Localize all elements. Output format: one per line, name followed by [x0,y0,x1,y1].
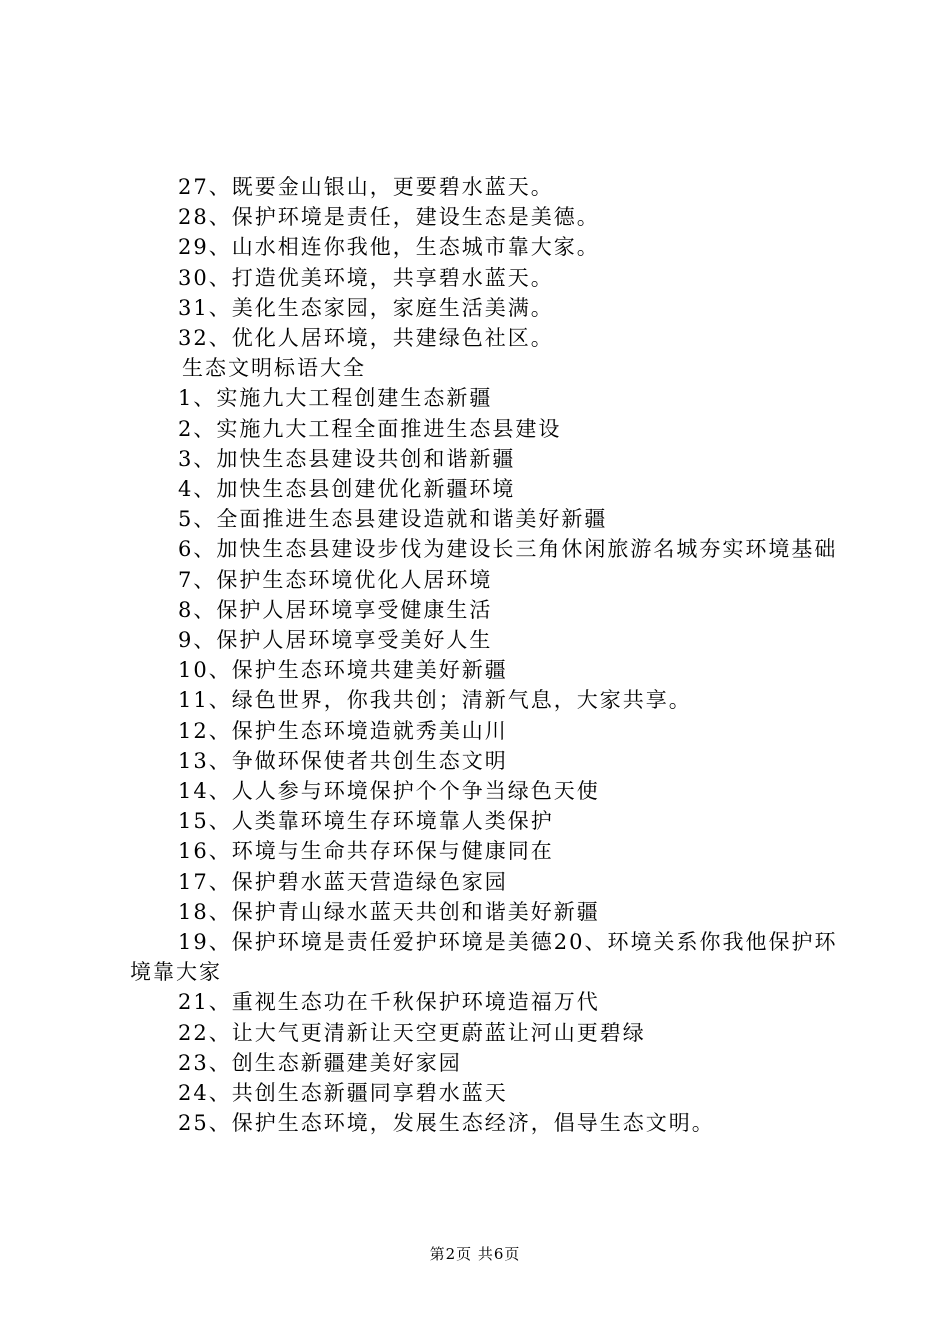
slogan-line: 3、加快生态县建设共创和谐新疆 [178,446,516,471]
slogan-line: 19、保护环境是责任爱护环境是美德20、环境关系你我他保护环境靠大家 [130,930,838,985]
slogan-line: 9、保护人居环境享受美好人生 [178,628,493,653]
slogan-line: 25、保护生态环境，发展生态经济，倡导生态文明。 [178,1111,715,1136]
slogan-line: 32、优化人居环境，共建绿色社区。 [178,326,554,351]
slogan-line: 17、保护碧水蓝天营造绿色家园 [178,869,508,894]
slogan-line: 18、保护青山绿水蓝天共创和谐美好新疆 [178,899,600,924]
slogan-line: 13、争做环保使者共创生态文明 [178,748,508,773]
slogan-line: 23、创生态新疆建美好家园 [178,1050,462,1075]
slogan-line: 6、加快生态县建设步伐为建设长三角休闲旅游名城夯实环境基础 [178,537,838,562]
slogan-line: 5、全面推进生态县建设造就和谐美好新疆 [178,507,608,532]
slogan-line: 16、环境与生命共存环保与健康同在 [178,839,554,864]
document-body [130,172,838,1139]
slogan-line: 28、保护环境是责任，建设生态是美德。 [178,205,600,230]
slogan-line: 30、打造优美环境，共享碧水蓝天。 [178,265,554,290]
slogan-line: 31、美化生态家园，家庭生活美满。 [178,295,554,320]
slogan-line: 22、让大气更清新让天空更蔚蓝让河山更碧绿 [178,1020,646,1045]
page-number-footer: 第2页 共6页 [429,1245,521,1263]
slogan-line: 11、绿色世界，你我共创；清新气息，大家共享。 [178,688,692,713]
slogan-line: 8、保护人居环境享受健康生活 [178,597,493,622]
slogan-line: 7、保护生态环境优化人居环境 [178,567,493,592]
slogan-line: 12、保护生态环境造就秀美山川 [178,718,508,743]
slogan-line: 15、人类靠环境生存环境靠人类保护 [178,809,554,834]
slogan-line: 10、保护生态环境共建美好新疆 [178,658,508,683]
section-heading: 生态文明标语大全 [182,356,366,381]
slogan-line: 27、既要金山银山，更要碧水蓝天。 [178,175,554,199]
slogan-line: 2、实施九大工程全面推进生态县建设 [178,416,562,441]
slogan-line: 14、人人参与环境保护个个争当绿色天使 [178,779,600,804]
slogan-line: 29、山水相连你我他，生态城市靠大家。 [178,235,600,260]
slogan-line: 24、共创生态新疆同享碧水蓝天 [178,1081,508,1106]
slogan-line: 1、实施九大工程创建生态新疆 [178,386,493,411]
slogan-line: 21、重视生态功在千秋保护环境造福万代 [178,990,600,1015]
slogan-line: 4、加快生态县创建优化新疆环境 [178,477,516,502]
